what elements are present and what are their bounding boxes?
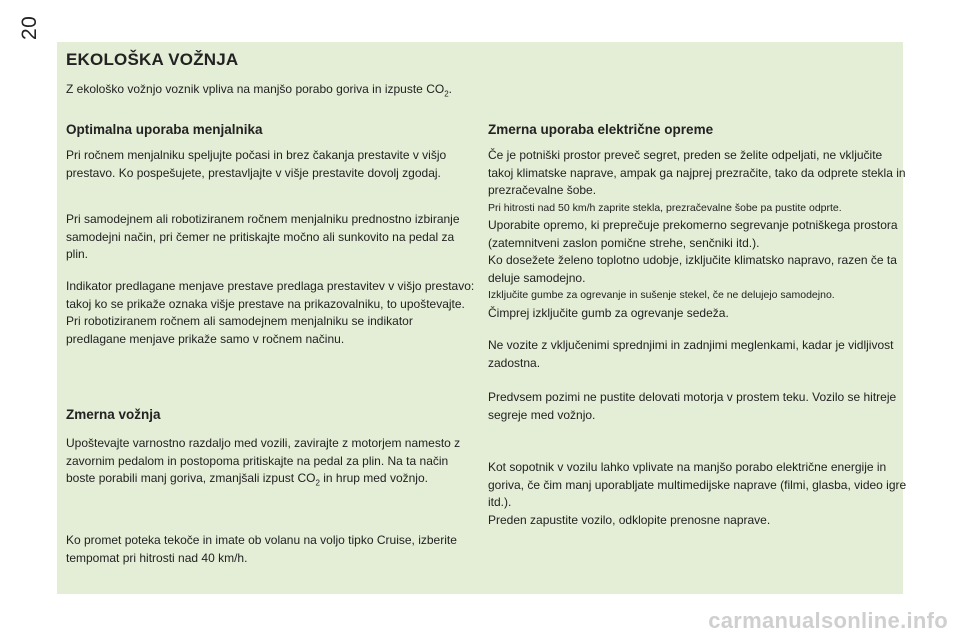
right-para-7 bbox=[488, 337, 908, 372]
intro-subscript: 2 bbox=[444, 89, 449, 99]
paragraph: Uporabite opremo, ki preprečuje prekomerno segrevanje potniškega prostora (zatemnitveni zaslon pomične strehe, senčniki itd.). bbox=[488, 218, 898, 250]
paragraph: Indikator predlagane menjave prestave predlaga prestavitev v višjo prestavo: takoj ko se prikaže oznaka višje prestave na prikazovalniku, to upoštevajte. bbox=[66, 279, 475, 311]
paragraph bbox=[66, 435, 476, 492]
left-heading-gearbox bbox=[66, 121, 476, 139]
left-para-5 bbox=[66, 435, 476, 492]
intro-main: Z ekološko vožnjo voznik vpliva na manjšo porabo goriva in izpuste CO bbox=[66, 82, 445, 96]
right-para-9 bbox=[488, 459, 908, 529]
paragraph-part: in hrup med vožnjo. bbox=[319, 471, 428, 485]
paragraph: Pri robotiziranem ročnem ali samodejnem menjalniku se indikator predlagane menjave prikaže samo v ročnem načinu. bbox=[66, 314, 413, 346]
heading-gearbox: Optimalna uporaba menjalnika bbox=[66, 122, 263, 137]
paragraph: Čimprej izključite gumb za ogrevanje sedeža. bbox=[488, 305, 729, 320]
watermark-text: carmanualsonline.info bbox=[708, 608, 948, 633]
right-para-group-1 bbox=[488, 147, 908, 322]
heading-electric-equipment: Zmerna uporaba električne opreme bbox=[488, 122, 714, 137]
page-number: 20 bbox=[18, 15, 41, 40]
paragraph: Če je potniški prostor preveč segret, preden se želite odpeljati, ne vključite takoj klimatske naprave, ampak ga najprej prezračite, tako da odprete stekla in prezračevalne šobe. bbox=[488, 148, 906, 197]
heading-moderate-driving: Zmerna vožnja bbox=[66, 407, 161, 422]
paragraph-small: Pri hitrosti nad 50 km/h zaprite stekla, prezračevalne šobe pa pustite odprte. bbox=[488, 201, 842, 214]
paragraph: Predvsem pozimi ne pustite delovati motorja v prostem teku. Vozilo se hitreje segreje med vožnjo. bbox=[488, 390, 897, 422]
intro-text bbox=[66, 82, 452, 98]
paragraph: Preden zapustite vozilo, odklopite prenosne naprave. bbox=[488, 512, 771, 527]
left-para-3 bbox=[66, 278, 476, 348]
paragraph: Ko promet poteka tekoče in imate ob volanu na voljo tipko Cruise, izberite tempomat pri hitrosti nad 40 km/h. bbox=[66, 533, 457, 565]
paragraph: Kot sopotnik v vozilu lahko vplivate na manjšo porabo električne energije in goriva, če čim manj uporabljate multimedijske naprave (filmi, glasba, video igre itd.). bbox=[488, 460, 907, 509]
left-heading-moderate bbox=[66, 406, 476, 424]
left-para-1 bbox=[66, 147, 476, 182]
paragraph: Ko dosežete želeno toplotno udobje, izključite klimatsko napravo, razen če ta deluje samodejno. bbox=[488, 253, 897, 285]
paragraph: Ne vozite z vključenimi sprednjimi in zadnjimi meglenkami, kadar je vidljivost zadostna. bbox=[488, 338, 894, 370]
intro-end: . bbox=[448, 82, 452, 96]
paragraph: Pri ročnem menjalniku speljujte počasi in brez čakanja prestavite v višjo prestavo. Ko pospešujete, prestavljajte v višje prestavite dovolj zgodaj. bbox=[66, 148, 447, 180]
paragraph: Pri samodejnem ali robotiziranem ročnem menjalniku prednostno izbiranje samodejni način, pri čemer ne pritiskajte močno ali sunkovito na pedal za plin. bbox=[66, 212, 460, 261]
subscript: 2 bbox=[315, 478, 320, 488]
page-title: EKOLOŠKA VOŽNJA bbox=[66, 50, 239, 69]
left-para-2 bbox=[66, 211, 476, 264]
paragraph-small: Izključite gumbe za ogrevanje in sušenje stekel, če ne delujejo samodejno. bbox=[488, 289, 835, 301]
right-para-8 bbox=[488, 389, 908, 424]
right-heading-electric bbox=[488, 121, 908, 139]
paragraph-part: Upoštevajte varnostno razdaljo med vozili, zavirajte z motorjem namesto z zavornim pedalom in postopoma pritiskajte na pedal za plin. Na ta način boste porabili manj goriva, zmanjšali izpust CO bbox=[66, 436, 461, 485]
left-para-6 bbox=[66, 532, 476, 567]
